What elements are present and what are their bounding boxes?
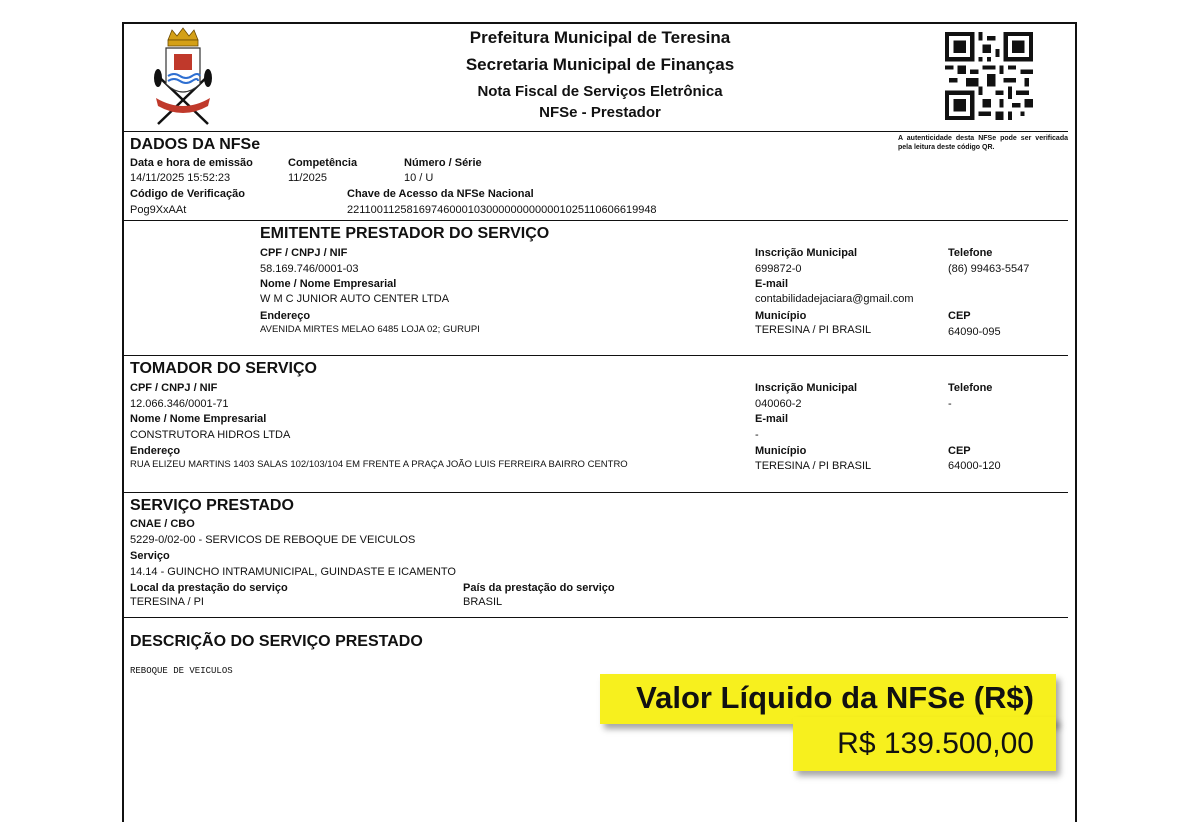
emissao-value: 14/11/2025 15:52:23	[130, 172, 231, 184]
emitente-cep-label: CEP	[948, 310, 971, 322]
tomador-cpf-value: 12.066.346/0001-71	[130, 398, 229, 410]
tomador-cep-label: CEP	[948, 445, 971, 457]
tomador-endereco-label: Endereço	[130, 445, 181, 457]
tomador-email-value: -	[755, 429, 759, 441]
cnae-label: CNAE / CBO	[130, 518, 195, 530]
header-secretaria: Secretaria Municipal de Finanças	[465, 55, 735, 74]
tomador-im-label: Inscrição Municipal	[755, 382, 858, 394]
header-nota-fiscal: Nota Fiscal de Serviços Eletrônica	[477, 83, 723, 100]
dados-title: DADOS DA NFSe	[130, 136, 261, 153]
emitente-endereco-value: AVENIDA MIRTES MELAO 6485 LOJA 02; GURUPI	[260, 324, 480, 335]
pais-prestacao-value: BRASIL	[463, 596, 503, 608]
divider	[124, 617, 1068, 618]
pais-prestacao-label: País da prestação do serviço	[463, 582, 615, 594]
local-prestacao-value: TERESINA / PI	[130, 596, 204, 608]
emitente-cpf-value: 58.169.746/0001-03	[260, 263, 359, 275]
emitente-im-value: 699872-0	[755, 263, 802, 275]
chave-acesso-value: 221100112581697460001030000000000001025110606619948	[347, 204, 657, 216]
emitente-email-value: contabilidadejaciara@gmail.com	[755, 293, 914, 305]
tomador-cep-value: 64000-120	[948, 460, 1001, 472]
emitente-im-label: Inscrição Municipal	[755, 247, 858, 259]
tomador-municipio-label: Município	[755, 445, 807, 457]
tomador-telefone-label: Telefone	[948, 382, 993, 394]
divider	[124, 492, 1068, 493]
emitente-telefone-label: Telefone	[948, 247, 993, 259]
codigo-verificacao-value: Pog9XxAAt	[130, 204, 187, 216]
header-nfse-prestador: NFSe - Prestador	[539, 104, 661, 121]
emitente-nome-value: W M C JUNIOR AUTO CENTER LTDA	[260, 293, 450, 305]
emitente-municipio-label: Município	[755, 310, 807, 322]
emitente-endereco-label: Endereço	[260, 310, 311, 322]
emitente-email-label: E-mail	[755, 278, 789, 290]
descricao-title: DESCRIÇÃO DO SERVIÇO PRESTADO	[130, 633, 423, 650]
valor-liquido-amount: R$ 139.500,00	[837, 727, 1034, 760]
codigo-verificacao-label: Código de Verificação	[130, 188, 245, 200]
tomador-nome-value: CONSTRUTORA HIDROS LTDA	[130, 429, 291, 441]
emitente-municipio-value: TERESINA / PI BRASIL	[755, 324, 872, 336]
header-prefeitura: Prefeitura Municipal de Teresina	[469, 28, 731, 47]
tomador-cpf-label: CPF / CNPJ / NIF	[130, 382, 218, 394]
tomador-telefone-value: -	[948, 398, 952, 410]
numero-serie-label: Número / Série	[404, 157, 482, 169]
divider	[124, 131, 1068, 132]
tomador-endereco-value: RUA ELIZEU MARTINS 1403 SALAS 102/103/104 EM FRENTE A PRAÇA JOÃO LUIS FERREIRA BAIRRO CENTRO	[130, 459, 628, 470]
valor-liquido-amount-box	[793, 717, 1056, 771]
servico-title: SERVIÇO PRESTADO	[130, 497, 294, 514]
tomador-nome-label: Nome / Nome Empresarial	[130, 413, 267, 425]
descricao-text: REBOQUE DE VEICULOS	[130, 666, 233, 676]
local-prestacao-label: Local da prestação do serviço	[130, 582, 288, 594]
tomador-im-value: 040060-2	[755, 398, 802, 410]
emitente-cpf-label: CPF / CNPJ / NIF	[260, 247, 348, 259]
competencia-label: Competência	[288, 157, 358, 169]
emissao-label: Data e hora de emissão	[130, 157, 253, 169]
qr-authenticity-note: A autenticidade desta NFSe pode ser verificada pela leitura deste código QR.	[898, 135, 1068, 151]
valor-liquido-label: Valor Líquido da NFSe (R$)	[636, 680, 1034, 715]
servico-value: 14.14 - GUINCHO INTRAMUNICIPAL, GUINDASTE E ICAMENTO	[130, 566, 456, 578]
chave-acesso-label: Chave de Acesso da NFSe Nacional	[347, 188, 534, 200]
cnae-value: 5229-0/02-00 - SERVICOS DE REBOQUE DE VEICULOS	[130, 534, 416, 546]
competencia-value: 11/2025	[288, 172, 327, 184]
tomador-municipio-value: TERESINA / PI BRASIL	[755, 460, 872, 472]
numero-serie-value: 10 / U	[404, 172, 434, 184]
tomador-title: TOMADOR DO SERVIÇO	[130, 360, 317, 377]
servico-label: Serviço	[130, 550, 170, 562]
emitente-cep-value: 64090-095	[948, 326, 1001, 338]
emitente-nome-label: Nome / Nome Empresarial	[260, 278, 397, 290]
emitente-title: EMITENTE PRESTADOR DO SERVIÇO	[260, 225, 550, 242]
emitente-telefone-value: (86) 99463-5547	[948, 263, 1030, 275]
divider	[124, 220, 1068, 221]
tomador-email-label: E-mail	[755, 413, 789, 425]
divider	[124, 355, 1068, 356]
